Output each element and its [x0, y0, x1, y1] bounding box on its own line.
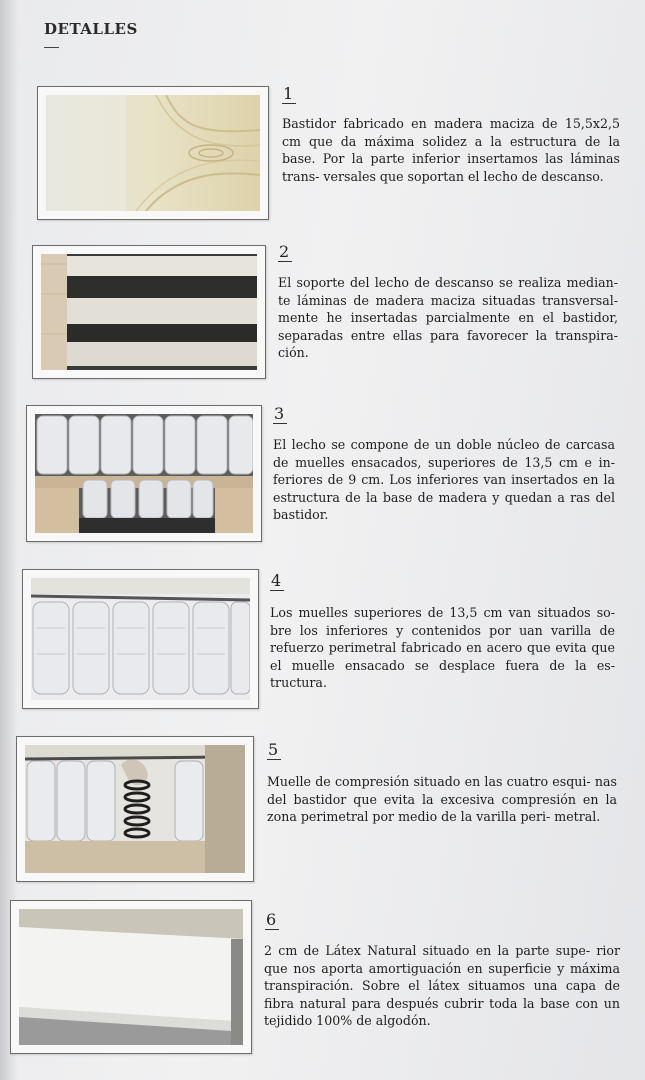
photo-frame-4	[22, 569, 259, 709]
photo-frame-5	[16, 736, 254, 882]
pocket-springs-rod-photo	[31, 578, 250, 700]
number-underline-1	[282, 103, 296, 104]
number-underline-6	[265, 929, 279, 930]
section-text-5: Muelle de compresión situado en las cuatro esqui- nas del bastidor que evita la excesiva compresión en la zona perimetral por medio de la varilla peri- metral.	[267, 774, 617, 824]
wood-slats-photo	[41, 254, 257, 370]
section-number-4: 4	[271, 571, 282, 590]
section-number-1: 1	[283, 84, 294, 103]
section-text-2: El soporte del lecho de descanso se realiza median- te láminas de madera maciza situadas transversal- mente he insertadas parcialmente en el bastidor, separadas entre ellas para favorecer la transpira- ción.	[278, 275, 618, 360]
section-text-6: 2 cm de Látex Natural situado en la parte supe- rior que nos aporta amortiguación en superficie y máxima transpiración. Sobre el látex situamos una capa de fibra natural para después cubrir toda la base con un tejidido 100% de algodón.	[264, 943, 620, 1028]
section-number-6: 6	[266, 910, 277, 929]
latex-layer-photo	[19, 909, 243, 1045]
section-text-1: Bastidor fabricado en madera maciza de 15,5x2,5 cm que da máxima solidez a la estructura de la base. Por la parte inferior insertamos las láminas trans- versales que soportan el lecho de descanso.	[282, 116, 620, 184]
title-underline	[44, 47, 59, 48]
page-title: DETALLES	[44, 20, 138, 38]
double-core-springs-photo	[35, 414, 253, 533]
number-underline-2	[278, 261, 292, 262]
number-underline-3	[273, 423, 287, 424]
number-underline-5	[267, 759, 281, 760]
section-text-3: El lecho se compone de un doble núcleo de carcasa de muelles ensacados, superiores de 13,5 cm e in- feriores de 9 cm. Los inferiores van insertados en la estructura de la base de madera y quedan a ras del bastidor.	[273, 437, 615, 522]
photo-frame-2	[32, 245, 266, 379]
wood-grain-photo	[46, 95, 260, 211]
section-number-3: 3	[274, 404, 285, 423]
photo-frame-1	[37, 86, 269, 220]
photo-frame-3	[26, 405, 262, 542]
section-number-5: 5	[268, 740, 279, 759]
photo-frame-6	[10, 900, 252, 1054]
section-text-4: Los muelles superiores de 13,5 cm van situados so- bre los inferiores y contenidos por uan varilla de refuerzo perimetral fabricado en acero que evita que el muelle ensacado se desplace fuera de la es- tructura.	[270, 605, 615, 690]
number-underline-4	[270, 590, 284, 591]
compression-spring-photo	[25, 745, 245, 873]
section-number-2: 2	[279, 242, 290, 261]
